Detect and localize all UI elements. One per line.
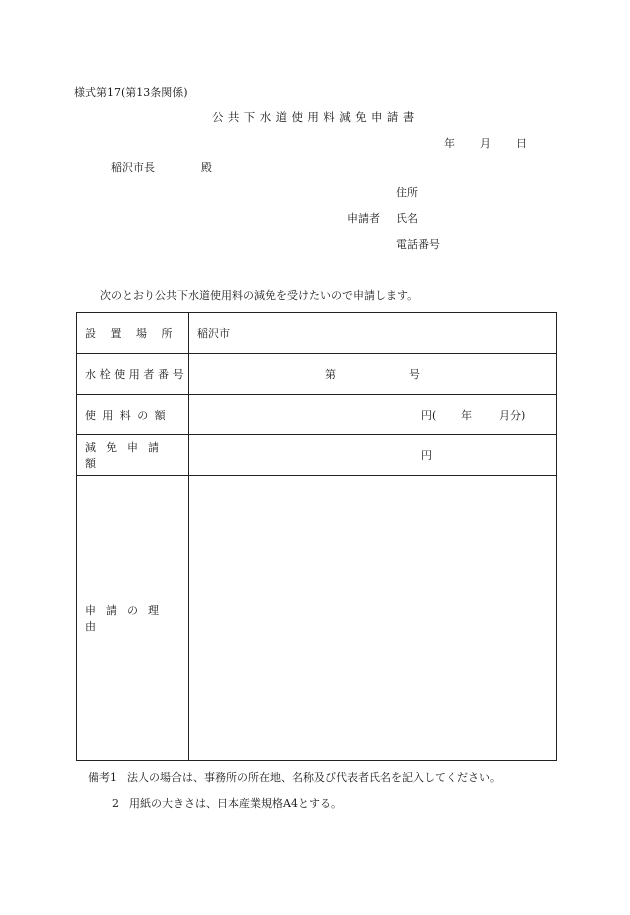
address-label: 住所 — [396, 186, 418, 199]
date-day-label: 日 — [516, 137, 527, 150]
location-label: 設置場所 — [77, 313, 189, 353]
meter-number-go: 号 — [409, 368, 420, 381]
table-row-usage-fee — [77, 395, 556, 435]
table-row-meter-number — [77, 354, 556, 395]
usage-fee-value[interactable] — [189, 395, 556, 434]
table-row-reason — [77, 476, 556, 760]
usage-fee-label: 使用料の額 — [77, 395, 189, 434]
document-title: 公共下水道使用料減免申請書 — [212, 110, 419, 124]
date-line — [444, 138, 527, 149]
meter-number-value[interactable] — [189, 354, 556, 394]
usage-fee-year: 年 — [461, 408, 472, 422]
note-2 — [112, 798, 342, 809]
application-table — [76, 312, 557, 761]
note-2-prefix: 2 — [112, 797, 119, 810]
usage-fee-month: 月分) — [499, 408, 526, 422]
intro-text: 次のとおり公共下水道使用料の減免を受けたいので申請します。 — [100, 289, 419, 302]
form-number: 様式第17(第13条関係) — [74, 86, 188, 99]
date-year-label: 年 — [444, 137, 455, 150]
exemption-amount-value[interactable] — [189, 435, 556, 475]
note-1 — [88, 772, 501, 783]
addressee-name: 稲沢市長 — [111, 161, 155, 174]
applicant-label: 申請者 — [347, 212, 380, 225]
table-row-location — [77, 313, 556, 354]
reason-label: 申請の理由 — [77, 476, 189, 760]
addressee — [111, 162, 212, 173]
location-value[interactable]: 稲沢市 — [197, 327, 230, 340]
addressee-honorific: 殿 — [201, 161, 212, 174]
note-1-prefix: 備考1 — [88, 771, 117, 784]
note-1-text: 法人の場合は、事務所の所在地、名称及び代表者氏名を記入してください。 — [127, 771, 501, 784]
meter-number-dai: 第 — [325, 368, 336, 381]
reason-value[interactable] — [189, 476, 556, 760]
usage-fee-yen: 円( — [421, 408, 437, 422]
note-2-text: 用紙の大きさは、日本産業規格A4とする。 — [129, 797, 342, 810]
date-month-label: 月 — [480, 137, 491, 150]
table-row-exemption-amount — [77, 435, 556, 476]
exemption-amount-label: 減免申請額 — [77, 435, 189, 475]
meter-number-label: 水栓使用者番号 — [77, 354, 189, 394]
exemption-amount-yen: 円 — [421, 449, 432, 462]
phone-label: 電話番号 — [396, 238, 440, 251]
name-label: 氏名 — [396, 212, 418, 225]
